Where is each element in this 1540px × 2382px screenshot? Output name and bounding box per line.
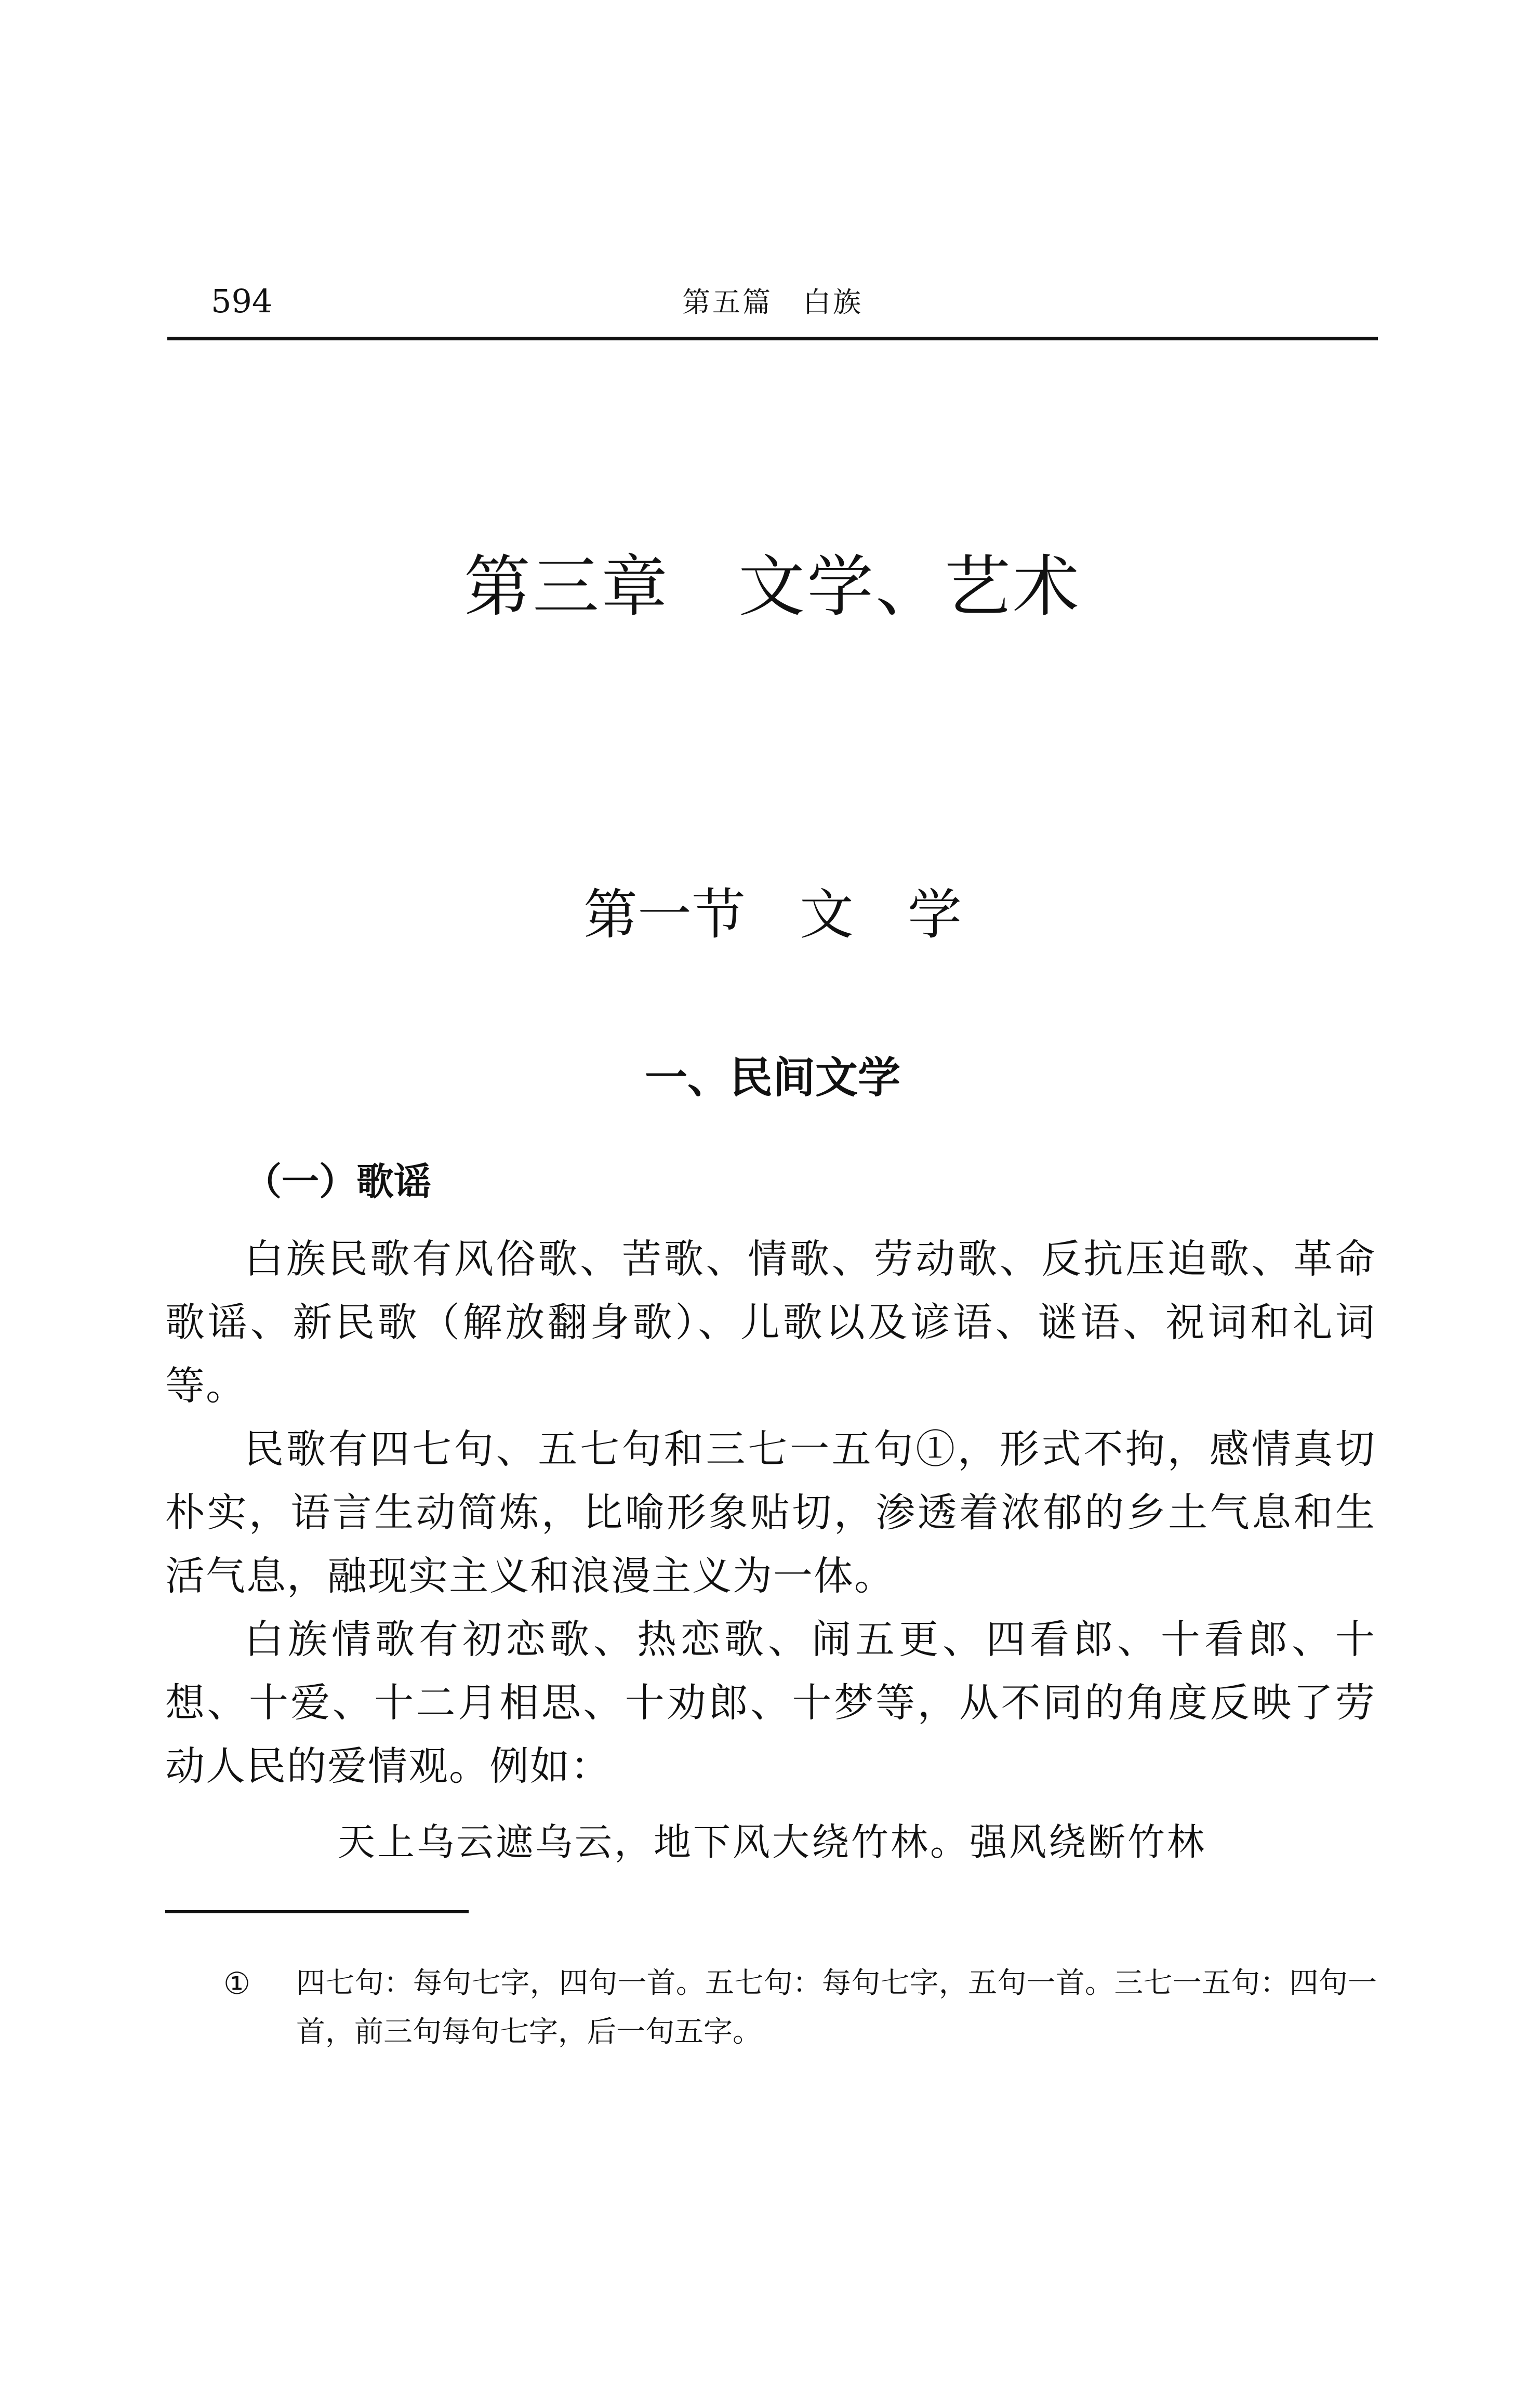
subsection-title: 一、民间文学 xyxy=(644,1053,900,1103)
header-rule xyxy=(167,337,1378,340)
running-head: 第五篇 白族 xyxy=(682,286,863,319)
paragraph: 白族情歌有初恋歌、热恋歌、闹五更、四看郎、十看郎、十想、十爱、十二月相思、十劝郎、十梦等，从不同的角度反映了劳动人民的爱情观。例如： xyxy=(165,1616,1376,1789)
paragraph: 民歌有四七句、五七句和三七一五句①，形式不拘，感情真切朴实，语言生动简炼，比喻形象贴切，渗透着浓郁的乡土气息和生活气息，融现实主义和浪漫主义为一体。 xyxy=(165,1426,1376,1599)
chapter-title: 第三章 文学、艺术 xyxy=(463,548,1081,626)
footnote-marker: ① xyxy=(223,1966,250,2001)
page-header xyxy=(167,274,1378,337)
body-text xyxy=(165,1227,1376,1798)
footnote-text: 四七句：每句七字，四句一首。五七句：每句七字，五句一首。三七一五句：四句一首，前三句每句七字，后一句五字。 xyxy=(296,1966,1377,2049)
minor-heading: （一）歌谣 xyxy=(244,1160,432,1203)
section-title: 第一节 文 学 xyxy=(583,883,962,946)
footnote-rule xyxy=(165,1910,469,1913)
page-number: 594 xyxy=(211,282,273,320)
paragraph: 白族民歌有风俗歌、苦歌、情歌、劳动歌、反抗压迫歌、革命歌谣、新民歌（解放翻身歌）、儿歌以及谚语、谜语、祝词和礼词等。 xyxy=(165,1236,1376,1409)
poem-line: 天上乌云遮乌云，地下风大绕竹林。强风绕断竹林 xyxy=(338,1820,1207,1864)
